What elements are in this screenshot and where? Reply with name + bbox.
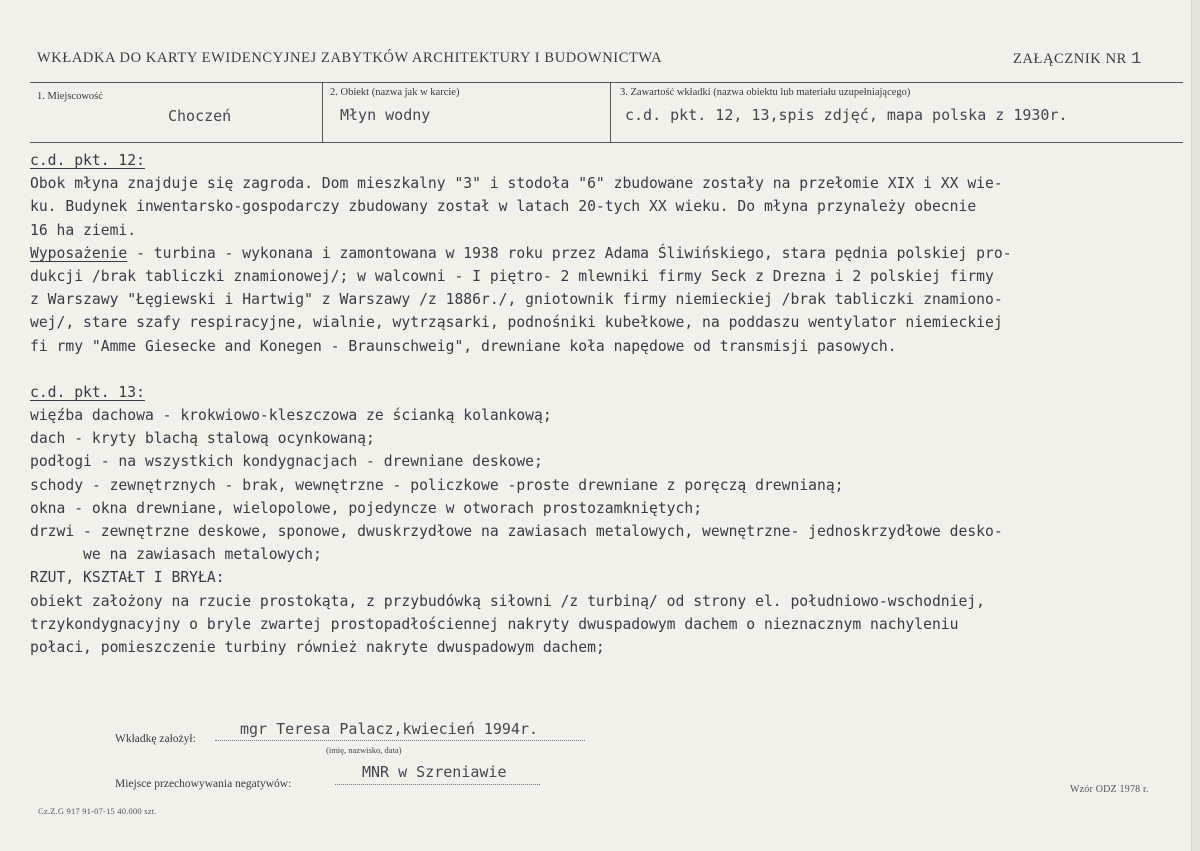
body-line (30, 288, 1180, 311)
body-line (30, 219, 1180, 242)
body-line (30, 543, 1180, 566)
body-line-text: we na zawiasach metalowych; (30, 546, 322, 564)
negatives-value: MNR w Szreniawie (362, 763, 507, 781)
attachment-number: 1 (1131, 50, 1142, 69)
body-line (30, 497, 1180, 520)
column-divider-1 (322, 82, 323, 142)
body-line-text: RZUT, KSZTAŁT I BRYŁA: (30, 569, 225, 587)
body-line-text: trzykondygnacyjny o bryle zwartej prostopadłościennej nakryty dwuspadowym dachem o nieznacznym nachyleniu (30, 615, 959, 633)
section-heading: c.d. pkt. 12: (30, 152, 145, 169)
template-code: Wzór ODZ 1978 r. (1070, 784, 1149, 795)
object-value: Młyn wodny (340, 106, 431, 124)
body-line-text: Obok młyna znajduje się zagroda. Dom mieszkalny "3" i stodoła "6" zbudowane zostały na przełomie XIX i XX wie- (30, 175, 1003, 193)
attachment-label: ZAŁĄCZNIK NR (1013, 51, 1127, 67)
negatives-label: Miejsce przechowywania negatywów: (115, 778, 292, 790)
print-code: Cz.Z.G 917 91-07-15 40.000 szt. (38, 806, 157, 816)
body-line-text: schody - zewnętrznych - brak, wewnętrzne - policzkowe -proste drewniane z poręczą drewnianą; (30, 476, 844, 494)
body-line (30, 427, 1180, 450)
body-line (30, 474, 1180, 497)
body-line (30, 381, 1180, 404)
author-value: mgr Teresa Palacz,kwiecień 1994r. (240, 720, 539, 738)
author-dotted-line (215, 740, 585, 741)
body-line-text: okna - okna drewniane, wielopolowe, pojedyncze w otworach prostozamkniętych; (30, 499, 703, 517)
body-line (30, 450, 1180, 473)
section-heading: Wyposażenie (30, 244, 128, 262)
body-line-text: wej/, stare szafy respiracyjne, wialnie, wytrząsarki, podnośniki kubełkowe, na poddaszu wentylator niemieckiej (30, 314, 1003, 332)
table-top-rule (30, 82, 1183, 83)
body-line (30, 358, 1180, 381)
object-label: 2. Obiekt (nazwa jak w karcie) (330, 87, 460, 98)
contents-value: c.d. pkt. 12, 13,spis zdjęć, mapa polska z 1930r. (625, 106, 1068, 124)
body-line (30, 404, 1180, 427)
section-heading: c.d. pkt. 13: (30, 383, 145, 401)
typed-body (30, 149, 1180, 659)
body-line (30, 311, 1180, 334)
paper-edge (1191, 0, 1200, 851)
body-line-text: z Warszawy "Łęgiewski i Hartwig" z Warszawy /z 1886r./, gniotownik firmy niemieckiej /brak tabliczki znamiono- (30, 291, 1003, 309)
body-line (30, 590, 1180, 613)
contents-label: 3. Zawartość wkładki (nazwa obiektu lub materiału uzupełniającego) (620, 87, 911, 98)
body-line (30, 242, 1180, 265)
locality-label: 1. Miejscowość (37, 91, 103, 102)
locality-value: Choczeń (168, 107, 232, 125)
body-line (30, 613, 1180, 636)
body-line-text: fi rmy "Amme Giesecke and Konegen - Braunschweig", drewniane koła napędowe od transmisji pasowych. (30, 337, 897, 355)
attachment-heading (1013, 50, 1142, 69)
body-line-text: ku. Budynek inwentarsko-gospodarczy zbudowany został w latach 20-tych XX wieku. Do młyna przynależy obecnie (30, 198, 977, 216)
body-line-text: połaci, pomieszczenie turbiny również nakryte dwuspadowym dachem; (30, 638, 605, 656)
body-line-text: drzwi - zewnętrzne deskowe, sponowe, dwuskrzydłowe na zawiasach metalowych, wewnętrzne- jednoskrzydłowe desko- (30, 523, 1003, 540)
body-line (30, 520, 1180, 543)
body-line-text: 16 ha ziemi. (30, 221, 137, 239)
author-caption: (imię, nazwisko, data) (326, 745, 402, 755)
body-line-text: podłogi - na wszystkich kondygnacjach - drewniane deskowe; (30, 453, 543, 471)
body-line-text: - turbina - wykonana i zamontowana w 1938 roku przez Adama Śliwińskiego, stara pędnia polskiej pro- (127, 244, 1012, 262)
body-line (30, 149, 1180, 172)
table-bottom-rule (30, 142, 1183, 143)
body-line (30, 265, 1180, 288)
body-line (30, 335, 1180, 358)
form-title: WKŁADKA DO KARTY EWIDENCYJNEJ ZABYTKÓW ARCHITEKTURY I BUDOWNICTWA (37, 50, 663, 66)
body-line-text: dukcji /brak tabliczki znamionowej/; w walcowni - I piętro- 2 mlewniki firmy Seck z Drezna i 2 polskiej firmy (30, 267, 994, 285)
negatives-dotted-line (335, 784, 540, 785)
body-line-text: obiekt założony na rzucie prostokąta, z przybudówką siłowni /z turbiną/ od strony el. południowo-wschodniej, (30, 592, 986, 610)
body-line (30, 172, 1180, 195)
body-line (30, 636, 1180, 659)
body-line-text: dach - kryty blachą stalową ocynkowaną; (30, 430, 375, 448)
body-line-text: więźba dachowa - krokwiowo-kleszczowa ze ścianką kolankową; (30, 407, 552, 425)
body-line (30, 566, 1180, 589)
body-line (30, 195, 1180, 218)
author-label: Wkładkę założył: (115, 733, 196, 745)
column-divider-2 (610, 82, 611, 142)
